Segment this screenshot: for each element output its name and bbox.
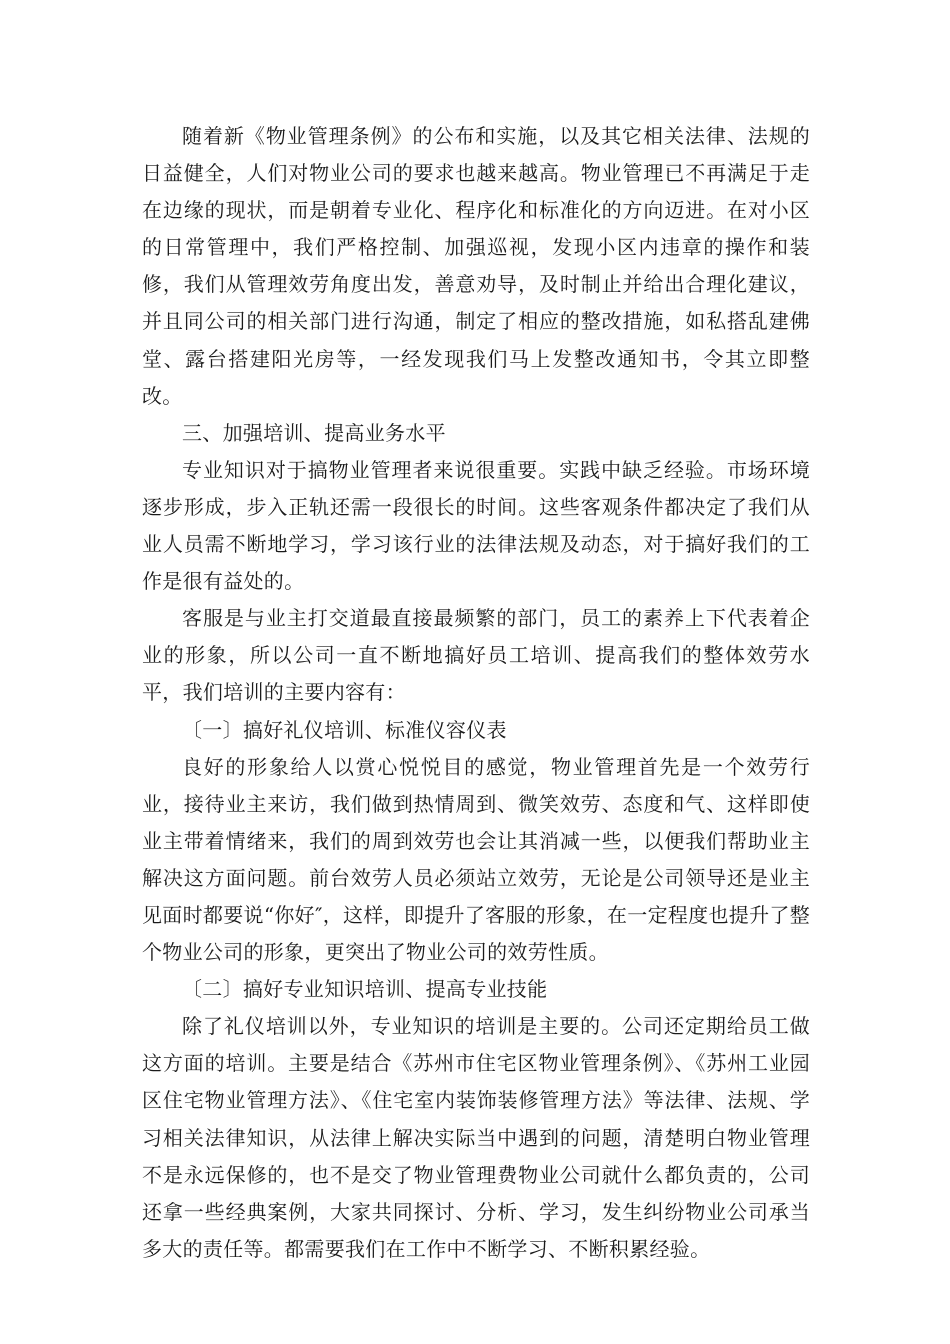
subheading-skills: 〔二〕搞好专业知识培训、提高专业技能 [182, 977, 548, 1002]
subheading-etiquette: 〔一〕搞好礼仪培训、标准仪容仪表 [182, 717, 507, 742]
paragraph-etiquette: 良好的形象给人以赏心悦悦目的感觉，物业管理首先是一个效劳行业，接待业主来访，我们做到热情周到、微笑效劳、态度和气、这样即使业主带着情绪来，我们的周到效劳也会让其消减一些，以便我们帮助业主解决这方面问题。前台效劳人员必须站立效劳，无论是公司领导还是业主见面时都要说“你好″，这样，即提升了客服的形象，在一定程度也提升了整个物业公司的形象，更突出了物业公司的效劳性质。 [142, 754, 810, 965]
paragraph-professional-knowledge: 专业知识对于搞物业管理者来说很重要。实践中缺乏经验。市场环境逐步形成，步入正轨还需一段很长的时间。这些客观条件都决定了我们从业人员需不断地学习，学习该行业的法律法规及动态，对于搞好我们的工作是很有益处的。 [142, 457, 810, 594]
document-body [142, 118, 810, 1268]
paragraph-regulations: 随着新《物业管理条例》的公布和实施，以及其它相关法律、法规的日益健全，人们对物业公司的要求也越来越高。物业管理已不再满足于走在边缘的现状，而是朝着专业化、程序化和标准化的方向迈进。在对小区的日常管理中，我们严格控制、加强巡视，发现小区内违章的操作和装修，我们从管理效劳角度出发，善意劝导，及时制止并给出合理化建议，并且同公司的相关部门进行沟通，制定了相应的整改措施，如私搭乱建佛堂、露台搭建阳光房等，一经发现我们马上发整改通知书，令其立即整改。 [142, 124, 810, 408]
paragraph-skills: 除了礼仪培训以外，专业知识的培训是主要的。公司还定期给员工做这方面的培训。主要是结合《苏州市住宅区物业管理条例》、《苏州工业园区住宅物业管理方法》、《住宅室内装饰装修管理方法》等法律、法规、学习相关法律知识，从法律上解决实际当中遇到的问题，清楚明白物业管理不是永远保修的，也不是交了物业管理费物业公司就什么都负责的，公司还拿一些经典案例，大家共同探讨、分析、学习，发生纠纷物业公司承当多大的责任等。都需要我们在工作中不断学习、不断积累经验。 [142, 1014, 810, 1261]
section-heading-training: 三、加强培训、提高业务水平 [182, 420, 446, 445]
paragraph-customer-service: 客服是与业主打交道最直接最频繁的部门，员工的素养上下代表着企业的形象，所以公司一直不断地搞好员工培训、提高我们的整体效劳水平，我们培训的主要内容有： [142, 606, 810, 705]
